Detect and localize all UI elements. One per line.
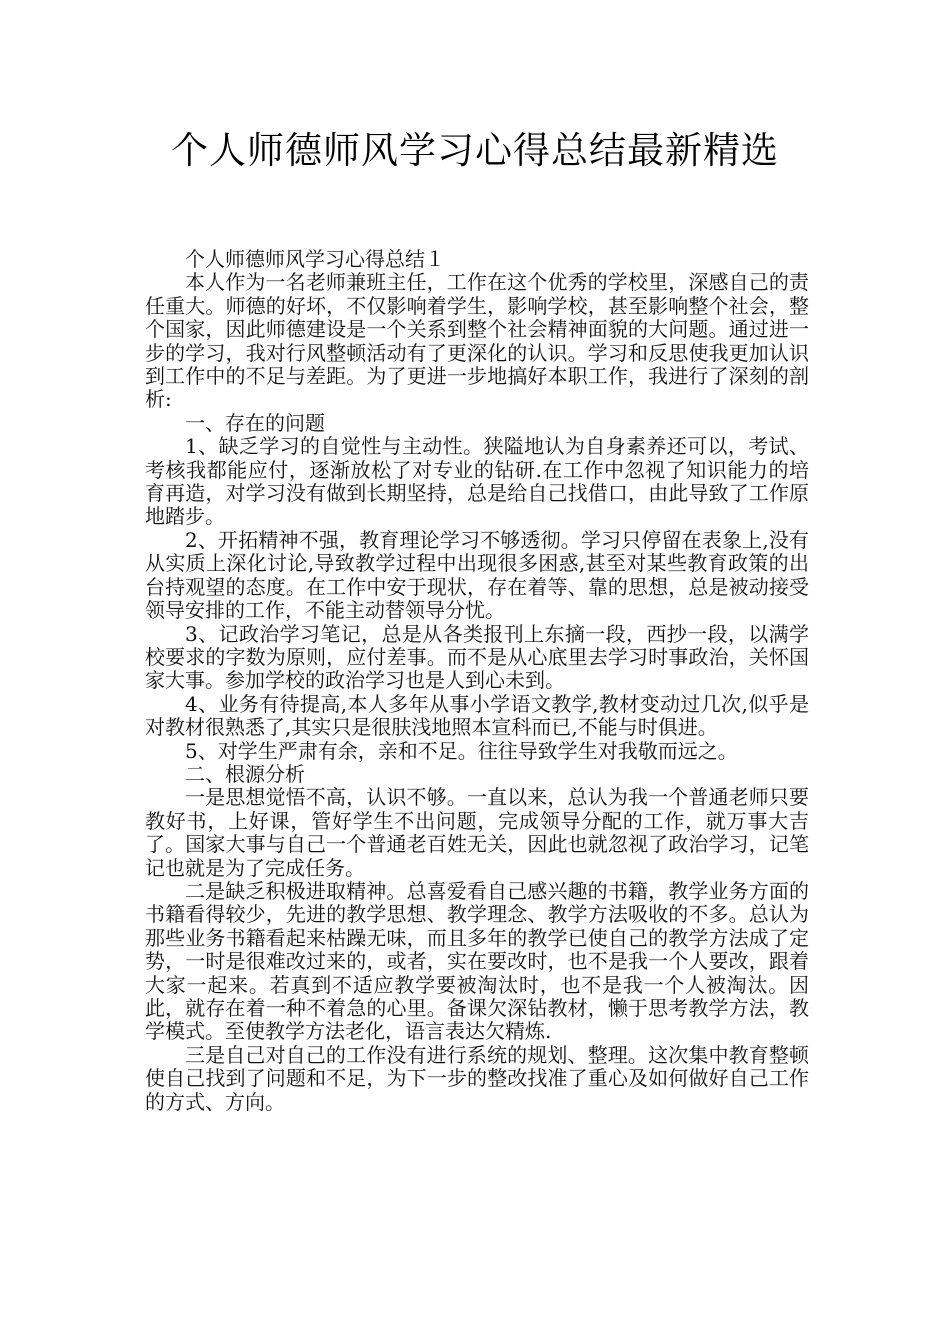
paragraph-problem-4: 4、业务有待提高,本人多年从事小学语文教学,教材变动过几次,似乎是对教材很熟悉了,其实只是很肤浅地照本宣科而已,不能与时俱进。 bbox=[145, 691, 809, 740]
section-heading: 个人师德师风学习心得总结１ bbox=[185, 247, 445, 271]
paragraph-cause-1: 一是思想觉悟不高，认识不够。一直以来，总认为我一个普通老师只要教好书，上好课，管好学生不出问题，完成领导分配的工作，就万事大吉了。国家大事与自己一个普通老百姓无关，因此也就忽视了政治学习，记笔记也就是为了完成任务。 bbox=[145, 785, 809, 880]
heading-root-causes: 二、根源分析 bbox=[185, 761, 305, 786]
paragraph-problem-1: 1、缺乏学习的自觉性与主动性。狭隘地认为自身素养还可以，考试、考核我都能应付，逐渐放松了对专业的钻研.在工作中忽视了知识能力的培育再造，对学习没有做到长期坚持，总是给自己找借口，由此导致了工作原地踏步。 bbox=[145, 434, 809, 529]
document-title: 个人师德师风学习心得总结最新精选 bbox=[171, 129, 779, 172]
document-body bbox=[145, 248, 809, 1114]
paragraph-problem-3: 3、记政治学习笔记，总是从各类报刊上东摘一段，西抄一段，以满学校要求的字数为原则，应付差事。而不是从心底里去学习时事政治，关怀国家大事。参加学校的政治学习也是人到心未到。 bbox=[145, 621, 809, 693]
paragraph-intro: 本人作为一名老师兼班主任，工作在这个优秀的学校里，深感自己的责任重大。师德的好坏，不仅影响着学生，影响学校，甚至影响整个社会，整个国家，因此师德建设是一个关系到整个社会精神面貌的大问题。通过进一步的学习，我对行风整顿活动有了更深化的认识。学习和反思使我更加认识到工作中的不足与差距。为了更进一步地搞好本职工作，我进行了深刻的剖析: bbox=[145, 270, 809, 412]
paragraph-problem-5: 5、对学生严肃有余，亲和不足。往往导致学生对我敬而远之。 bbox=[185, 738, 738, 763]
paragraph-problem-2: 2、开拓精神不强，教育理论学习不够透彻。学习只停留在表象上,没有从实质上深化讨论,导致教学过程中出现很多困惑,甚至对某些教育政策的出台持观望的态度。在工作中安于现状，存在着等、靠的思想，总是被动接受领导安排的工作，不能主动替领导分忧。 bbox=[145, 527, 809, 623]
paragraph-cause-3: 三是自己对自己的工作没有进行系统的规划、整理。这次集中教育整顿使自己找到了问题和不足，为下一步的整改找准了重心及如何做好自己工作的方式、方向。 bbox=[145, 1042, 809, 1114]
heading-problems: 一、存在的问题 bbox=[185, 410, 325, 435]
paragraph-cause-2: 二是缺乏积极进取精神。总喜爱看自己感兴趣的书籍，教学业务方面的书籍看得较少，先进的教学思想、教学理念、教学方法吸收的不多。总认为那些业务书籍看起来枯躁无味，而且多年的教学已使自己的教学方法成了定势，一时是很难改过来的，或者，实在要改时，也不是我一个人要改，跟着大家一起来。若真到不适应教学要被淘汰时，也不是我一个人被淘汰。因此，就存在着一种不着急的心里。备课欠深钻教材，懒于思考教学方法，教学模式。至使教学方法老化，语言表达欠精炼. bbox=[145, 878, 809, 1044]
